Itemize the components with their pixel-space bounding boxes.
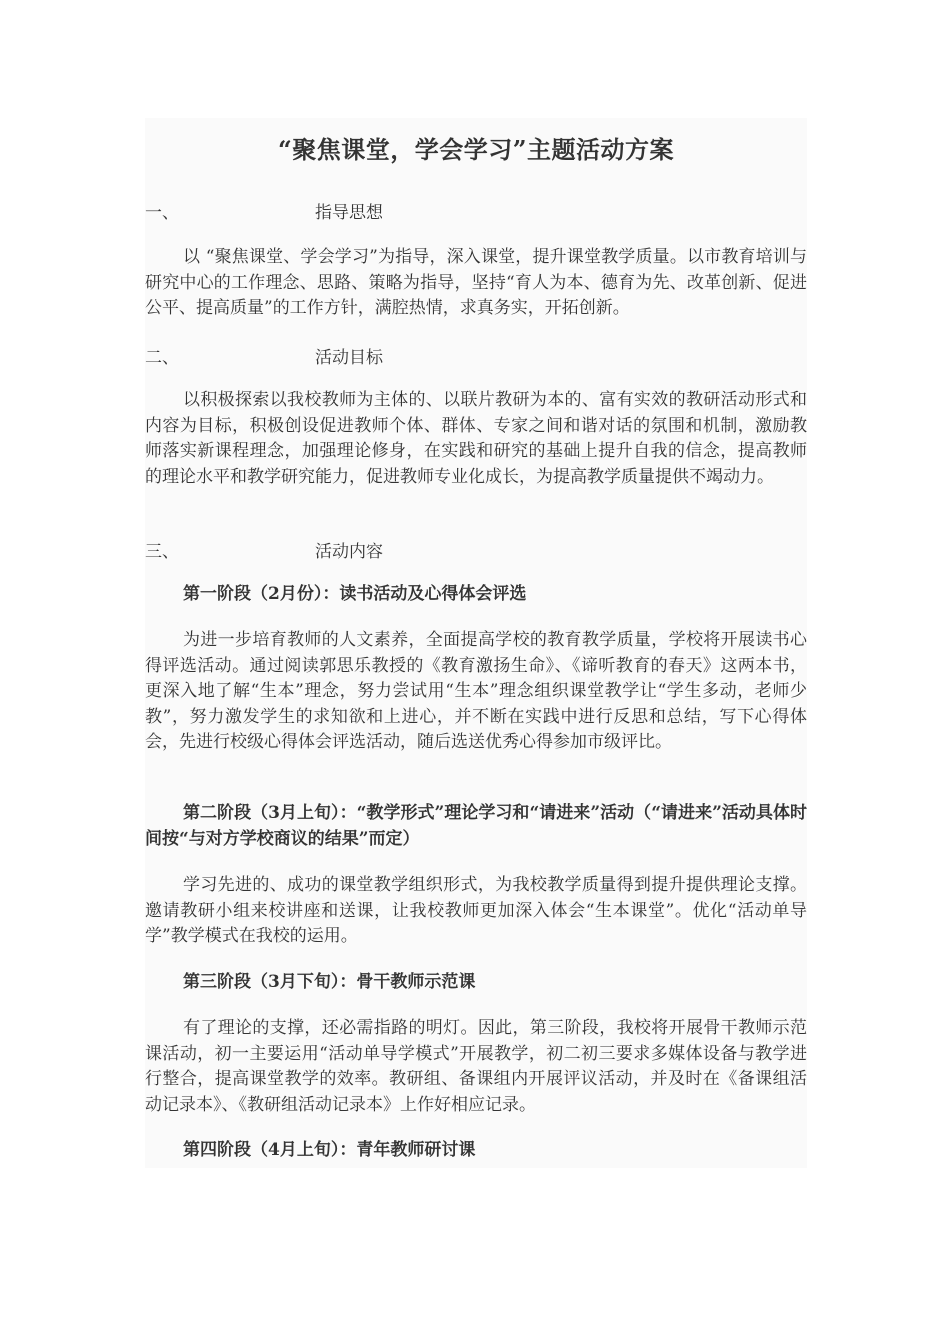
stage-heading-2: 第二阶段（3月上旬）：“教学形式”理论学习和“请进来”活动（“请进来”活动具体时间按“与对方学校商议的结果”而定） (145, 803, 807, 849)
section-heading-content (145, 537, 383, 562)
stage-heading-4: 第四阶段（4月上旬）：青年教师研讨课 (183, 1140, 476, 1160)
section-number: 二、 (145, 348, 179, 368)
stage-heading-1: 第一阶段（2月份）：读书活动及心得体会评选 (183, 584, 527, 604)
stage-body-2: 学习先进的、成功的课堂教学组织形式，为我校教学质量得到提升提供理论支撑。邀请教研小组来校讲座和送课，让我校教师更加深入体会“生本课堂”。优化“活动单导学”教学模式在我校的运用。 (145, 875, 807, 947)
stage-body-1: 为进一步培育教师的人文素养，全面提高学校的教育教学质量，学校将开展读书心得评选活动。通过阅读郭思乐教授的《教育激扬生命》、《谛听教育的春天》这两本书，更深入地了解“生本”理念，努力尝试用“生本”理念组织课堂教学让“学生多动，老师少教”，努力激发学生的求知欲和上进心，并不断在实践中进行反思和总结，写下心得体会，先进行校级心得体会评选活动，随后选送优秀心得参加市级评比。 (145, 630, 807, 753)
section-label: 指导思想 (315, 203, 383, 223)
section-label: 活动目标 (315, 348, 383, 368)
paragraph-goals: 以积极探索以我校教师为主体的、以联片教研为本的、富有实效的教研活动形式和内容为目标，积极创设促进教师个体、群体、专家之间和谐对话的氛围和机制，激励教师落实新课程理念，加强理论修身，在实践和研究的基础上提升自我的信念，提高教师的理论水平和教学研究能力，促进教师专业化成长，为提高教学质量提供不竭动力。 (145, 390, 807, 487)
section-number: 三、 (145, 542, 179, 562)
section-heading-guidance (145, 198, 383, 223)
stage-body-3: 有了理论的支撑，还必需指路的明灯。因此，第三阶段，我校将开展骨干教师示范课活动，初一主要运用“活动单导学模式”开展教学，初二初三要求多媒体设备与教学进行整合，提高课堂教学的效率。教研组、备课组内开展评议活动，并及时在《备课组活动记录本》、《教研组活动记录本》上作好相应记录。 (145, 1018, 807, 1115)
section-label: 活动内容 (315, 542, 383, 562)
section-heading-goals (145, 343, 383, 368)
stage-heading-3: 第三阶段（3月下旬）：骨干教师示范课 (183, 972, 476, 992)
document-title: “聚焦课堂，学会学习”主题活动方案 (277, 135, 675, 164)
section-number: 一、 (145, 203, 179, 223)
paragraph-guidance: 以 “聚焦课堂、学会学习”为指导，深入课堂，提升课堂教学质量。以市教育培训与研究中心的工作理念、思路、策略为指导，坚持“育人为本、德育为先、改革创新、促进公平、提高质量”的工作方针，满腔热情，求真务实，开拓创新。 (145, 247, 807, 319)
